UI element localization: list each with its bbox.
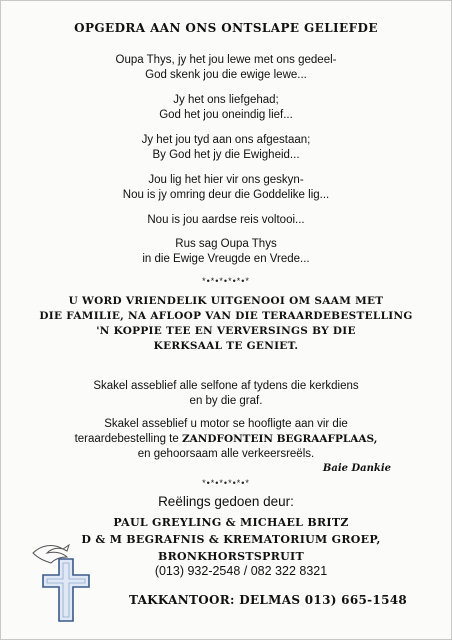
- notice-line: Skakel asseblief alle selfone af tydens die kerkdiens: [93, 380, 359, 392]
- verse-6: [1, 237, 451, 267]
- verse-line: Jy het jou tyd aan ons afgestaan;: [141, 134, 311, 146]
- verse-line: God skenk jou die ewige lewe...: [145, 69, 307, 81]
- notice-line: Skakel asseblief u motor se hoofligte aan vir die: [104, 418, 348, 430]
- verse-line: Jy het ons liefgehad;: [173, 94, 279, 106]
- dedication-heading: OPGEDRA AAN ONS ONTSLAPE GELIEFDE: [74, 21, 378, 35]
- notice-text: teraardebestelling te: [74, 433, 182, 445]
- cross-icon: [43, 559, 89, 621]
- separator: *•*•*•*•*•*: [202, 478, 250, 488]
- headlights-notice: [1, 417, 451, 462]
- branch-office: TAKKANTOOR: DELMAS 013) 665-1548: [129, 593, 408, 607]
- invitation-line: 'N KOPPIE TEE EN VERVERSINGS BY DIE: [96, 325, 356, 337]
- notice-line: [1, 432, 451, 447]
- cemetery-name: ZANDFONTEIN BEGRAAFPLAAS,: [181, 433, 378, 445]
- invitation: [1, 294, 451, 354]
- notice-line: en gehoorsaam alle verkeersreëls.: [137, 448, 315, 460]
- phones-notice: [1, 379, 451, 409]
- verse-2: [1, 93, 451, 123]
- verse-line: in die Ewige Vreugde en Vrede...: [142, 253, 310, 265]
- emblem: [27, 535, 117, 623]
- verse-line: By God het jy die Ewigheid...: [152, 149, 300, 161]
- verse-line: God het jou oneindig lief...: [159, 109, 293, 121]
- undertaker-names: PAUL GREYLING & MICHAEL BRITZ: [113, 516, 349, 529]
- separator: *•*•*•*•*•*: [202, 276, 250, 286]
- verse-5: [1, 213, 451, 228]
- arrangements-title: Reëlings gedoen deur:: [158, 494, 294, 509]
- verse-line: Jou lig het hier vir ons geskyn-: [148, 174, 304, 186]
- verse-3: [1, 133, 451, 163]
- invitation-line: KERKSAAL TE GENIET.: [153, 340, 299, 352]
- verse-line: Nou is jou aardse reis voltooi...: [147, 214, 305, 226]
- verse-line: Nou is jy omring deur die Goddelike lig...: [122, 189, 330, 201]
- contact-phones: (013) 932-2548 / 082 322 8321: [154, 564, 328, 578]
- invitation-line: DIE FAMILIE, NA AFLOOP VAN DIE TERAARDEBESTELLING: [39, 310, 413, 322]
- verse-line: Oupa Thys, jy het jou lewe met ons gedeel-: [115, 54, 337, 66]
- verse-1: [1, 53, 451, 83]
- verse-line: Rus sag Oupa Thys: [175, 238, 277, 250]
- company-location: BRONKHORSTSPRUIT: [158, 550, 304, 563]
- invitation-line: U WORD VRIENDELIK UITGENOOI OM SAAM MET: [68, 295, 384, 307]
- thanks-note: Baie Dankie: [322, 463, 391, 474]
- company-name: D & M BEGRAFNIS & KREMATORIUM GROEP,: [81, 533, 381, 546]
- verse-4: [1, 173, 451, 203]
- notice-line: en by die graf.: [189, 395, 263, 407]
